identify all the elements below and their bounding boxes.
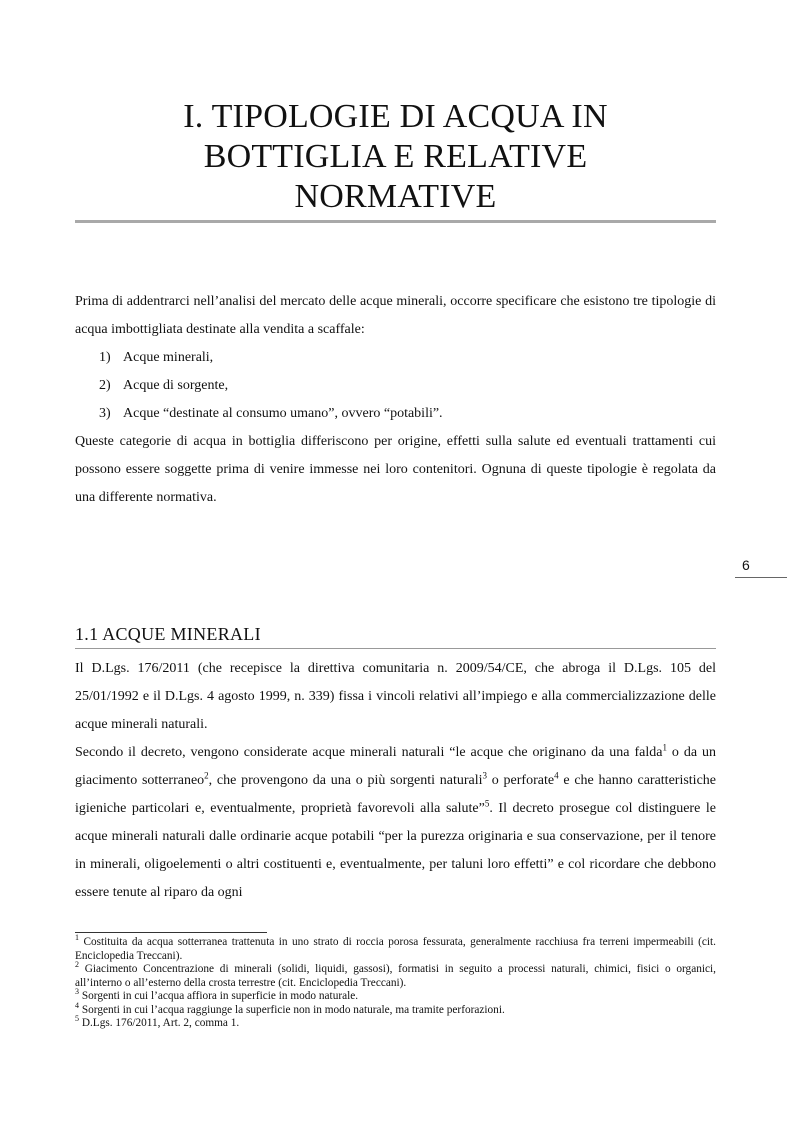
footnote-text: Sorgenti in cui l’acqua affiora in superficie in modo naturale. <box>79 990 359 1002</box>
footnote-ref: 3 <box>482 770 488 781</box>
footnote-text: D.Lgs. 176/2011, Art. 2, comma 1. <box>79 1017 240 1029</box>
text-run: o da un giacimento sotterraneo <box>75 745 716 788</box>
section-paragraph-2 <box>75 739 716 907</box>
page-number: 6 <box>742 557 750 573</box>
section-divider <box>75 648 716 649</box>
list-text: Acque “destinate al consumo umano”, ovvero “potabili”. <box>123 406 443 421</box>
footnote-text: Costituita da acqua sotterranea trattenuta in uno strato di roccia porosa fessurata, generalmente racchiusa fra terreni impermeabili (cit. Enciclopedia Treccani). <box>75 936 716 962</box>
footnote-text: Sorgenti in cui l’acqua raggiunge la superficie non in modo naturale, ma tramite perforazioni. <box>79 1003 505 1016</box>
footnote-number: 5 <box>75 1014 79 1024</box>
intro-section <box>75 288 716 512</box>
footnote-ref: 1 <box>662 742 667 753</box>
list-number: 1) <box>99 350 111 365</box>
title-divider <box>75 220 716 223</box>
list-text: Acque di sorgente, <box>123 378 229 393</box>
footnote-number: 3 <box>75 987 79 997</box>
footnote <box>75 1000 716 1018</box>
section-paragraph-1: Il D.Lgs. 176/2011 (che recepisce la direttiva comunitaria n. 2009/54/CE, che abroga il D.Lgs. 105 del 25/01/1992 e il D.Lgs. 4 agosto 1999, n. 339) fissa i vincoli relativi all’impiego e alla commercializzazione delle acque minerali naturali. <box>75 661 716 732</box>
page-number-rule <box>735 577 787 578</box>
list-item <box>75 400 716 428</box>
chapter-title-line: I. TIPOLOGIE DI ACQUA IN <box>183 98 608 135</box>
text-run: o perforate <box>487 773 555 788</box>
text-run: . Il decreto prosegue col distinguere le acque minerali naturali dalle ordinarie acque potabili “per la purezza originaria e sua conservazione, per il tenore in minerali, oligoelementi o altri costituenti e, eventualmente, per taluni loro effetti” e col ricordare che debbono essere tenute al riparo da ogni <box>75 801 716 900</box>
footnote-text: Giacimento Concentrazione di minerali (solidi, liquidi, gassosi), formatisi in seguito a processi naturali, chimici, fisici o organici, all’interno o all’esterno della crosta terrestre (cit. Enciclopedia Treccani). <box>75 963 716 989</box>
text-run: e che hanno caratteristiche igieniche particolari e, eventualmente, proprietà favorevoli alla salute” <box>75 773 716 816</box>
list-text: Acque minerali, <box>123 350 214 365</box>
chapter-title-line: NORMATIVE <box>294 178 497 215</box>
list-item <box>75 372 716 400</box>
footnote <box>75 1014 716 1031</box>
footnote <box>75 960 716 990</box>
chapter-title <box>75 97 716 217</box>
section-heading: 1.1 ACQUE MINERALI <box>75 624 261 644</box>
water-types-list <box>75 344 716 428</box>
footnote <box>75 987 716 1004</box>
footnote-ref: 2 <box>204 770 209 781</box>
footnote-number: 1 <box>75 933 79 943</box>
intro-lead: Prima di addentrarci nell’analisi del mercato delle acque minerali, occorre specificare che esistono tre tipologie di acqua imbottigliata destinate alla vendita a scaffale: <box>75 294 716 337</box>
list-number: 2) <box>99 378 111 393</box>
list-item <box>75 344 716 372</box>
footnote-number: 4 <box>75 1000 79 1010</box>
footnotes <box>75 933 716 1031</box>
text-run: , che provengono da una o più sorgenti naturali <box>208 773 483 788</box>
footnote-number: 2 <box>75 960 79 970</box>
list-number: 3) <box>99 406 111 421</box>
intro-follow: Queste categorie di acqua in bottiglia differiscono per origine, effetti sulla salute ed eventuali trattamenti cui possono essere soggette prima di venire immesse nei loro contenitori. Ognuna di queste tipologie è regolata da una differente normativa. <box>75 434 716 505</box>
footnote-ref: 5 <box>484 798 490 809</box>
chapter-title-line: BOTTIGLIA E RELATIVE <box>203 138 588 175</box>
section-body <box>75 655 716 907</box>
footnote <box>75 933 716 963</box>
footnote-ref: 4 <box>554 770 559 781</box>
text-run: Secondo il decreto, vengono considerate acque minerali naturali “le acque che originano da una falda <box>75 745 663 760</box>
footnote-rule <box>75 932 267 933</box>
